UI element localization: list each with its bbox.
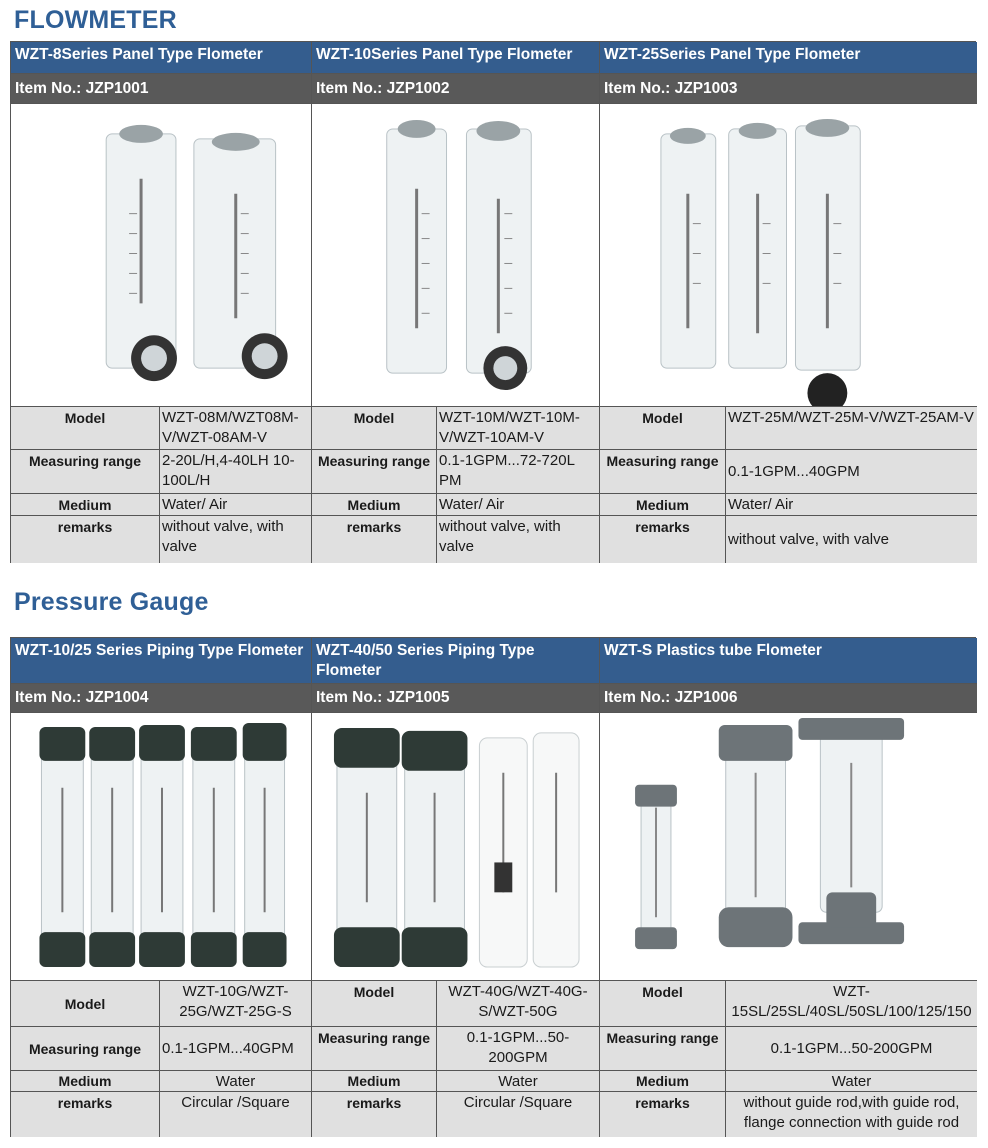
spec-label: Model: [312, 981, 437, 1026]
spec-row-range: [600, 1027, 977, 1071]
spec-value: 0.1-1GPM...40GPM: [162, 1039, 294, 1057]
spec-label: Measuring range: [312, 1027, 437, 1070]
spec-value: Water/ Air: [439, 496, 505, 513]
spec-value: without guide rod,with guide rod, flange connection with guide rod: [743, 1094, 960, 1131]
spec-label: Medium: [312, 494, 437, 515]
spec-label: Medium: [11, 1071, 160, 1091]
spec-row-model: [312, 981, 599, 1027]
spec-label: remarks: [600, 516, 726, 563]
spec-label: Model: [11, 981, 160, 1026]
spec-label: Model: [312, 407, 437, 449]
product-header: WZT-25Series Panel Type Flometer: [600, 42, 977, 74]
item-number: Item No.: JZP1005: [312, 684, 599, 713]
spec-row-medium: [11, 494, 311, 516]
item-number: Item No.: JZP1003: [600, 74, 977, 104]
spec-value: Water/ Air: [162, 496, 228, 513]
product-header: WZT-10/25 Series Piping Type Flometer: [11, 638, 311, 684]
spec-row-model: [312, 407, 599, 450]
spec-label: Measuring range: [312, 450, 437, 493]
spec-label: Measuring range: [600, 1027, 726, 1070]
spec-value: 0.1-1GPM...40GPM: [728, 462, 860, 480]
spec-label: Medium: [600, 1071, 726, 1091]
flowmeter-image: [661, 119, 860, 406]
spec-row-medium: [600, 1071, 977, 1092]
spec-value: Water: [831, 1073, 872, 1090]
spec-label: Medium: [11, 494, 160, 515]
flowmeter-image: [106, 125, 287, 381]
product-header: WZT-8Series Panel Type Flometer: [11, 42, 311, 74]
product-photo: [312, 713, 599, 981]
spec-value: 2-20L/H,4-40LH 10-100L/H: [162, 452, 295, 489]
product-photo: [11, 713, 311, 981]
product-card: [600, 638, 977, 1136]
product-photo: [312, 104, 599, 407]
spec-value: Circular /Square: [181, 1094, 290, 1111]
item-number: Item No.: JZP1001: [11, 74, 311, 104]
spec-row-remarks: [312, 1092, 599, 1137]
product-header: WZT-10Series Panel Type Flometer: [312, 42, 599, 74]
spec-label: remarks: [11, 1092, 160, 1137]
spec-label: Medium: [600, 494, 726, 515]
spec-value: without valve, with valve: [439, 518, 561, 555]
spec-row-model: [11, 407, 311, 450]
spec-value: Water: [498, 1073, 538, 1090]
spec-row-model: [600, 407, 977, 450]
flowmeter-image: [334, 728, 579, 967]
spec-label: Measuring range: [600, 450, 726, 493]
flowmeter-image: [635, 718, 904, 949]
spec-value: Water: [215, 1073, 256, 1090]
spec-label: remarks: [312, 1092, 437, 1137]
product-card: [11, 638, 312, 1136]
product-photo: [11, 104, 311, 407]
product-card: [600, 42, 977, 562]
spec-row-remarks: [312, 516, 599, 563]
spec-label: remarks: [11, 516, 160, 563]
flowmeter-image: [387, 120, 531, 390]
spec-row-remarks: [600, 1092, 977, 1137]
spec-row-range: [11, 450, 311, 494]
spec-row-remarks: [11, 1092, 311, 1137]
section-title-flowmeter: FLOWMETER: [14, 6, 177, 34]
spec-row-range: [11, 1027, 311, 1071]
product-card: [11, 42, 312, 562]
item-number: Item No.: JZP1002: [312, 74, 599, 104]
spec-value: WZT-25M/WZT-25M-V/WZT-25AM-V: [728, 409, 974, 426]
spec-label: Measuring range: [11, 1027, 160, 1070]
spec-value: WZT-08M/WZT08M-V/WZT-08AM-V: [162, 409, 299, 446]
spec-value: WZT-15SL/25SL/40SL/50SL/100/125/150: [731, 983, 972, 1020]
product-photo: [600, 713, 977, 981]
spec-row-range: [600, 450, 977, 494]
spec-label: Model: [600, 981, 726, 1026]
product-grid-pressure-gauge: [10, 637, 976, 1137]
spec-value: without valve, with valve: [162, 518, 284, 555]
spec-label: Model: [600, 407, 726, 449]
spec-value: without valve, with valve: [728, 530, 889, 548]
spec-row-medium: [11, 1071, 311, 1092]
spec-row-range: [312, 450, 599, 494]
spec-row-model: [11, 981, 311, 1027]
spec-label: Measuring range: [11, 450, 160, 493]
spec-value: WZT-10G/WZT-25G/WZT-25G-S: [179, 983, 292, 1020]
section-title-pressure-gauge: Pressure Gauge: [14, 588, 209, 616]
flowmeter-image: [39, 723, 286, 967]
spec-value: 0.1-1GPM...50-200GPM: [466, 1029, 570, 1066]
spec-value: Circular /Square: [463, 1094, 573, 1111]
spec-row-range: [312, 1027, 599, 1071]
spec-value: Water/ Air: [728, 496, 794, 513]
spec-value: 0.1-1GPM...50-200GPM: [770, 1039, 933, 1057]
product-header: WZT-40/50 Series Piping Type Flometer: [312, 638, 599, 684]
spec-label: remarks: [312, 516, 437, 563]
product-card: [312, 42, 600, 562]
product-photo: [600, 104, 977, 407]
product-header: WZT-S Plastics tube Flometer: [600, 638, 977, 684]
spec-value: WZT-10M/WZT-10M-V/WZT-10AM-V: [439, 409, 580, 446]
spec-value: 0.1-1GPM...72-720L PM: [439, 452, 575, 489]
spec-row-remarks: [600, 516, 977, 563]
spec-row-medium: [312, 494, 599, 516]
spec-label: Medium: [312, 1071, 437, 1091]
spec-value: WZT-40G/WZT-40G-S/WZT-50G: [448, 983, 588, 1020]
item-number: Item No.: JZP1006: [600, 684, 977, 713]
product-grid-flowmeter: [10, 41, 976, 563]
spec-row-medium: [312, 1071, 599, 1092]
spec-label: Model: [11, 407, 160, 449]
spec-label: remarks: [600, 1092, 726, 1137]
product-card: [312, 638, 600, 1136]
item-number: Item No.: JZP1004: [11, 684, 311, 713]
spec-row-medium: [600, 494, 977, 516]
spec-row-model: [600, 981, 977, 1027]
spec-row-remarks: [11, 516, 311, 563]
